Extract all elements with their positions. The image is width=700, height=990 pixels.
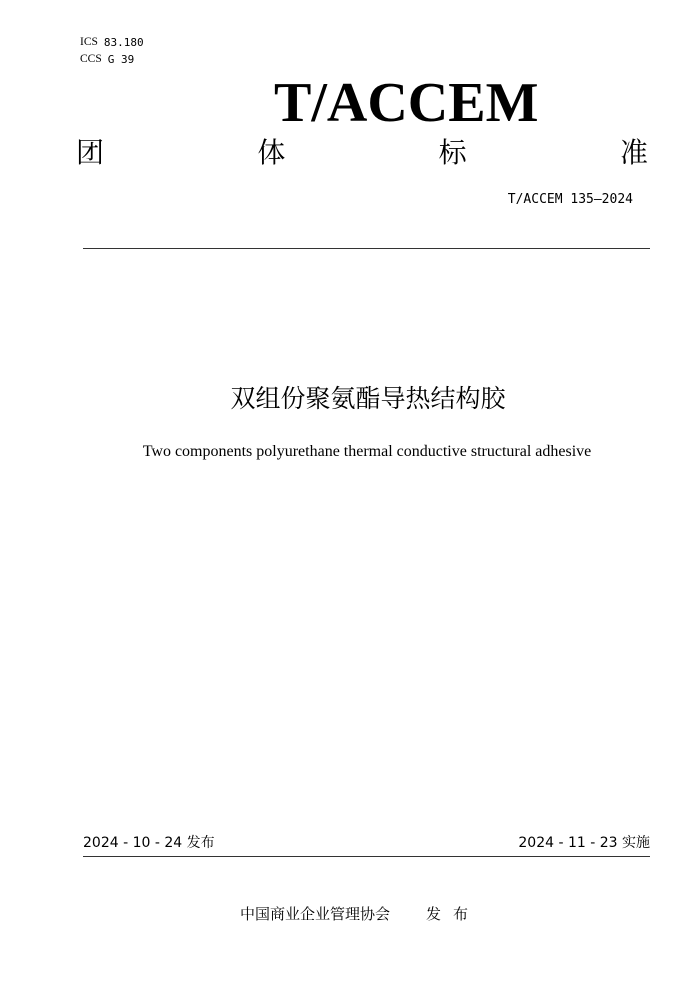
ics-value: 83.180: [103, 36, 144, 49]
standard-type-heading: [76, 134, 648, 172]
standard-number: T/ACCEM 135—2024: [507, 192, 633, 207]
title-chinese: 双组份聚氨酯导热结构胶: [230, 384, 506, 413]
standard-type-char-4: 准: [619, 136, 648, 169]
title-english: Two components polyurethane thermal conductive structural adhesive: [142, 443, 592, 460]
classification-codes: [80, 34, 144, 68]
publisher-line: [240, 903, 480, 925]
standard-type-char-2: 体: [257, 136, 286, 169]
standard-type-char-1: 团: [76, 136, 105, 169]
ccs-code-row: [80, 51, 144, 68]
publisher-name: 中国商业企业管理协会: [240, 905, 391, 923]
date-row: [83, 833, 650, 853]
publish-date: 2024 - 10 - 24 发布: [83, 835, 215, 851]
organization-logo-text: T/ACCEM: [274, 72, 539, 134]
standard-type-char-3: 标: [438, 136, 467, 169]
ics-label: ICS: [80, 36, 98, 48]
ics-code-row: [80, 34, 144, 51]
ccs-value: G 39: [107, 53, 135, 66]
implementation-date: 2024 - 11 - 23 实施: [518, 835, 650, 851]
publish-action: 发布: [426, 905, 481, 923]
ccs-label: CCS: [80, 53, 102, 65]
footer-divider: [83, 856, 650, 857]
header-divider: [83, 248, 650, 249]
